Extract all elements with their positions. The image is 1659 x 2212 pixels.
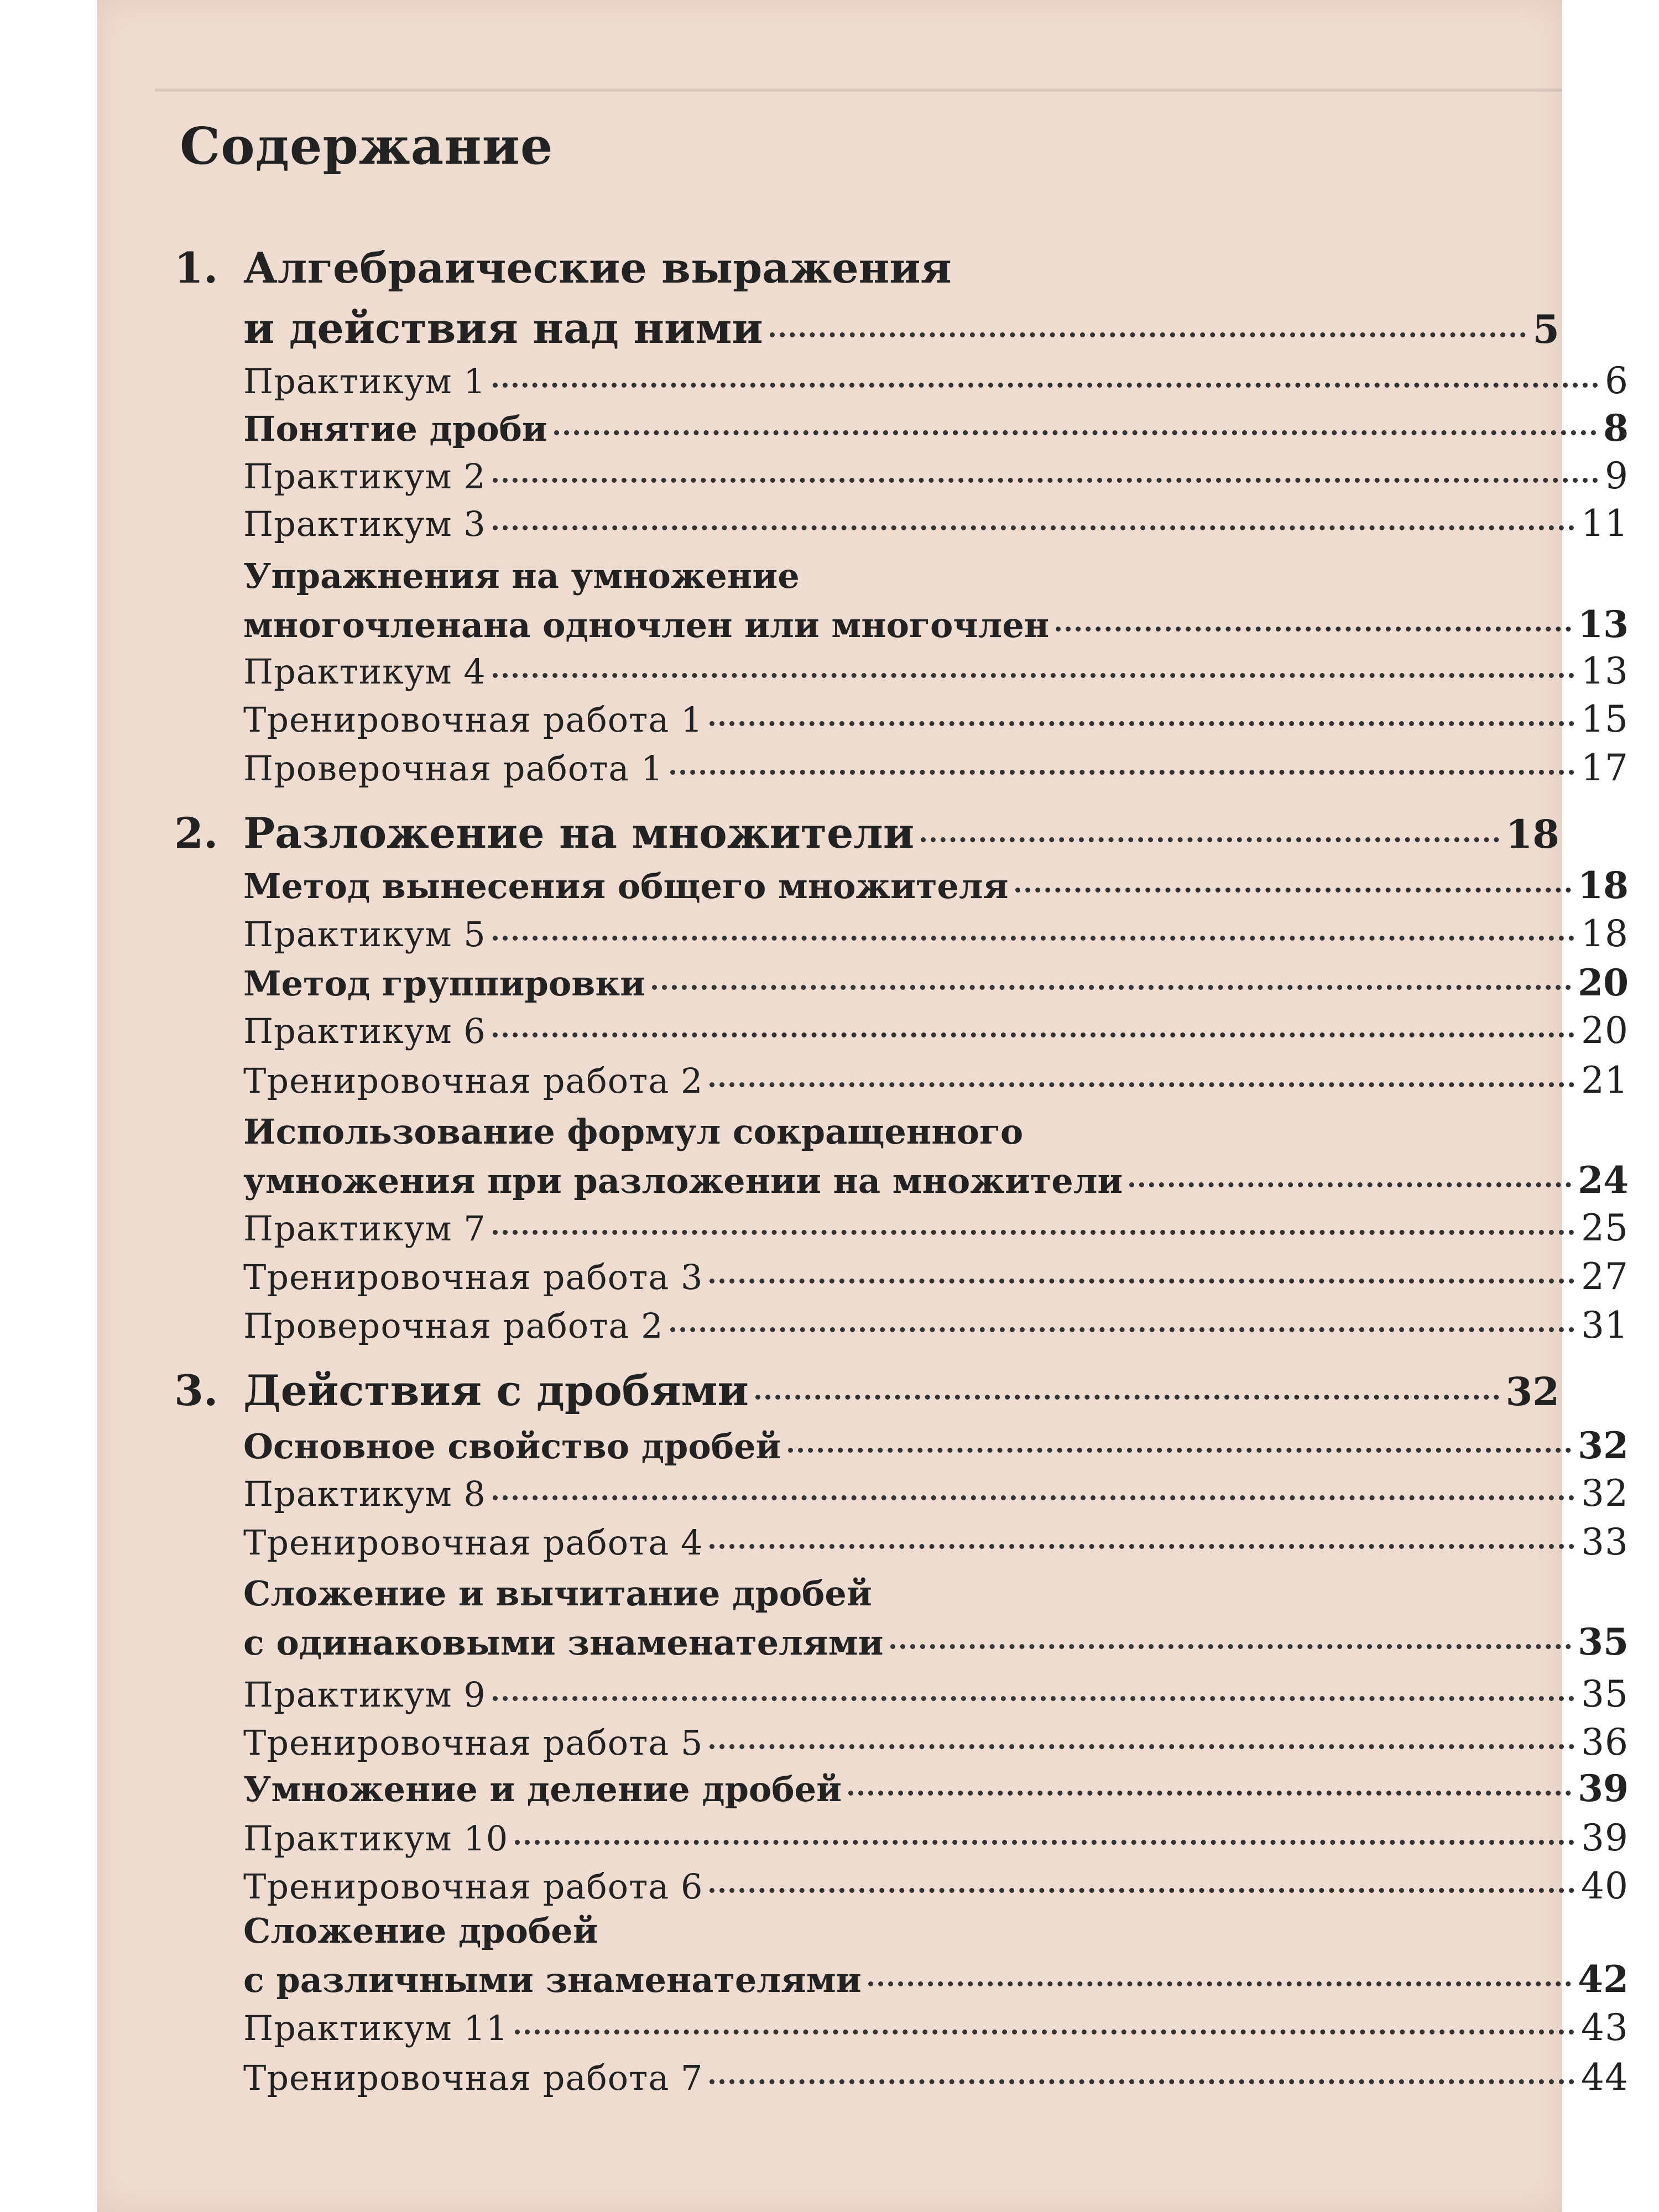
toc-entry-line — [243, 1817, 1629, 1859]
page-number: 42 — [1578, 1958, 1629, 2001]
section-title-first-line: Использование формул сокращенного — [243, 1112, 1024, 1152]
subentry-title: Практикум 10 — [243, 1818, 509, 1859]
page-number: 32 — [1581, 1472, 1629, 1515]
toc-entry-line — [243, 1255, 1629, 1298]
toc-section[interactable] — [174, 1767, 1629, 1810]
dot-leader — [788, 1448, 1572, 1453]
toc-entry-line — [243, 864, 1629, 907]
dot-leader — [770, 332, 1526, 337]
page-number: 20 — [1581, 1009, 1629, 1052]
subentry-title: Практикум 7 — [243, 1208, 486, 1249]
dot-leader — [554, 430, 1597, 435]
toc-entry-line — [243, 1673, 1629, 1715]
subentry-title: Практикум 9 — [243, 1674, 486, 1715]
toc-subentry[interactable] — [174, 1059, 1629, 1102]
section-title: Метод вынесения общего множителя — [243, 866, 1009, 906]
dot-leader — [1056, 627, 1571, 632]
dot-leader — [670, 770, 1574, 775]
toc-section[interactable] — [174, 961, 1629, 1004]
toc-subentry[interactable] — [174, 359, 1629, 402]
page-number: 18 — [1581, 912, 1629, 955]
toc-entry-line — [243, 1721, 1629, 1764]
toc-subentry[interactable] — [174, 502, 1629, 545]
subentry-title: Тренировочная работа 1 — [243, 700, 703, 740]
toc-subentry[interactable] — [174, 455, 1629, 497]
subentry-title: Практикум 5 — [243, 914, 486, 954]
toc-section[interactable] — [174, 1424, 1629, 1467]
page-number: 39 — [1578, 1767, 1629, 1810]
subentry-title: Практикум 8 — [243, 1474, 486, 1514]
page-number: 35 — [1581, 1673, 1629, 1715]
page-number: 40 — [1581, 1865, 1629, 1907]
section-title: Метод группировки — [243, 963, 646, 1004]
chapter-title: Разложение на множители — [243, 808, 915, 858]
subentry-title: Проверочная работа 2 — [243, 1306, 664, 1346]
page-number: 24 — [1578, 1159, 1629, 1202]
section-title: Понятие дроби — [243, 409, 547, 449]
dot-leader — [868, 1981, 1571, 1986]
section-title-continued: многочленана одночлен или многочлен — [243, 605, 1050, 645]
chapter-title: Алгебраические выражения — [243, 243, 952, 293]
subentry-title: Тренировочная работа 5 — [243, 1723, 703, 1763]
dot-leader — [652, 985, 1571, 990]
toc-subentry[interactable] — [174, 1255, 1629, 1298]
section-title-first-line: Упражнения на умножение — [243, 556, 800, 596]
toc-subentry[interactable] — [174, 1721, 1629, 1764]
subentry-title: Тренировочная работа 3 — [243, 1257, 703, 1297]
toc-section[interactable] — [174, 864, 1629, 907]
toc-entry-line — [243, 1958, 1629, 2001]
page-number: 18 — [1505, 811, 1559, 857]
toc-chapter[interactable] — [174, 1366, 1559, 1415]
toc-chapter[interactable] — [174, 243, 1559, 353]
toc-subentry[interactable] — [174, 1207, 1629, 1249]
dot-leader — [709, 1082, 1574, 1087]
toc-entry-line — [243, 1009, 1629, 1052]
toc-subentry[interactable] — [174, 1304, 1629, 1347]
page-number: 11 — [1581, 502, 1629, 545]
page-title: Содержание — [180, 116, 554, 176]
table-of-contents — [174, 0, 1629, 2212]
page-number: 36 — [1581, 1721, 1629, 1764]
dot-leader — [1129, 1182, 1571, 1187]
toc-entry-line — [243, 1865, 1629, 1907]
toc-entry-line — [243, 1767, 1629, 1810]
toc-entry-line — [243, 359, 1629, 402]
page-number: 25 — [1581, 1207, 1629, 1249]
chapter-heading — [174, 1366, 749, 1415]
chapter-title-continued: и действия над ними — [243, 304, 763, 353]
chapter-heading — [174, 808, 914, 858]
subentry-title: Тренировочная работа 7 — [243, 2058, 703, 2098]
page-number: 15 — [1581, 698, 1629, 740]
chapter-number: 1. — [174, 243, 218, 293]
toc-entry-line — [243, 747, 1629, 789]
subentry-title: Практикум 4 — [243, 651, 486, 692]
section-title-first-line: Сложение и вычитание дробей — [243, 1573, 872, 1614]
toc-entry-line — [243, 2006, 1629, 2049]
dot-leader — [493, 673, 1574, 678]
toc-subentry[interactable] — [174, 1521, 1629, 1563]
subentry-title: Практикум 6 — [243, 1011, 486, 1051]
toc-subentry[interactable] — [174, 747, 1629, 789]
subentry-title: Практикум 2 — [243, 456, 486, 497]
dot-leader — [493, 1230, 1574, 1235]
section-title-continued: с различными знаменателями — [243, 1960, 862, 2000]
toc-entry-line — [243, 1424, 1629, 1467]
toc-entry-line — [243, 1207, 1629, 1249]
page-number: 21 — [1581, 1059, 1629, 1102]
subentry-title: Проверочная работа 1 — [243, 748, 664, 789]
page-number: 35 — [1578, 1620, 1629, 1663]
subentry-title: Практикум 3 — [243, 504, 486, 544]
page-scan — [97, 0, 1629, 2212]
toc-entry-line — [243, 1059, 1629, 1102]
page-number: 32 — [1578, 1424, 1629, 1467]
toc-chapter[interactable] — [174, 808, 1559, 858]
subentry-title: Тренировочная работа 6 — [243, 1866, 703, 1907]
page-number: 18 — [1578, 864, 1629, 907]
toc-entry-line — [243, 2056, 1629, 2099]
dot-leader — [709, 721, 1574, 726]
page-number: 9 — [1605, 455, 1629, 497]
subentry-title: Тренировочная работа 4 — [243, 1522, 703, 1563]
chapter-number: 2. — [174, 808, 218, 858]
dot-leader — [755, 1395, 1499, 1400]
dot-leader — [1015, 888, 1572, 893]
toc-subentry[interactable] — [174, 650, 1629, 692]
chapter-number: 3. — [174, 1366, 218, 1415]
toc-entry-line — [174, 808, 1559, 858]
toc-entry-line — [243, 502, 1629, 545]
dot-leader — [709, 1544, 1574, 1549]
page-number: 33 — [1581, 1521, 1629, 1563]
toc-subentry[interactable] — [174, 698, 1629, 740]
toc-entry-line — [174, 304, 1559, 353]
dot-leader — [493, 936, 1574, 941]
toc-section[interactable] — [174, 1112, 1629, 1202]
toc-entry-line — [243, 1472, 1629, 1515]
toc-entry-line — [174, 1366, 1559, 1415]
toc-subentry[interactable] — [174, 2056, 1629, 2099]
dot-leader — [848, 1791, 1571, 1796]
toc-entry-line — [243, 603, 1629, 646]
dot-leader — [709, 1744, 1574, 1749]
toc-subentry[interactable] — [174, 1865, 1629, 1907]
subentry-title: Тренировочная работа 2 — [243, 1061, 703, 1101]
page-number: 13 — [1578, 603, 1629, 646]
dot-leader — [493, 383, 1598, 388]
dot-leader — [515, 2030, 1574, 2034]
toc-subentry[interactable] — [174, 2006, 1629, 2049]
toc-entry-line — [243, 650, 1629, 692]
page-number: 13 — [1581, 650, 1629, 692]
page-number: 17 — [1581, 747, 1629, 789]
toc-subentry[interactable] — [174, 1472, 1629, 1515]
toc-subentry[interactable] — [174, 912, 1629, 955]
page-number: 31 — [1581, 1304, 1629, 1347]
toc-subentry[interactable] — [174, 1673, 1629, 1715]
page-number: 27 — [1581, 1255, 1629, 1298]
dot-leader — [921, 837, 1499, 842]
page-number: 8 — [1603, 406, 1629, 450]
section-title-continued: умножения при разложении на множители — [243, 1161, 1123, 1201]
dot-leader — [493, 525, 1574, 530]
toc-entry-line — [243, 1521, 1629, 1563]
toc-entry-line — [243, 1620, 1629, 1663]
toc-entry-line — [243, 406, 1629, 450]
page-number: 44 — [1581, 2056, 1629, 2099]
dot-leader — [709, 2079, 1574, 2084]
dot-leader — [709, 1888, 1574, 1893]
dot-leader — [890, 1644, 1572, 1649]
dot-leader — [493, 1495, 1574, 1500]
toc-entry-line — [243, 698, 1629, 740]
toc-entry-line — [243, 912, 1629, 955]
section-title: Умножение и деление дробей — [243, 1769, 842, 1809]
dot-leader — [709, 1279, 1574, 1284]
toc-section[interactable] — [174, 1573, 1629, 1663]
chapter-title-first-line — [174, 243, 1559, 293]
page-number: 43 — [1581, 2006, 1629, 2049]
toc-section[interactable] — [174, 1911, 1629, 2001]
page-number: 32 — [1505, 1369, 1559, 1415]
toc-section[interactable] — [174, 406, 1629, 450]
toc-subentry[interactable] — [174, 1009, 1629, 1052]
toc-entry-line — [243, 1304, 1629, 1347]
page-number: 20 — [1578, 961, 1629, 1004]
page-number: 39 — [1581, 1817, 1629, 1859]
section-title: Основное свойство дробей — [243, 1426, 781, 1467]
dot-leader — [493, 1032, 1574, 1037]
toc-entry-line — [243, 455, 1629, 497]
subentry-title: Практикум 1 — [243, 361, 486, 401]
dot-leader — [670, 1327, 1574, 1332]
chapter-title: Действия с дробями — [243, 1366, 749, 1415]
page-number: 5 — [1532, 306, 1559, 352]
section-title-continued: с одинаковыми знаменателями — [243, 1623, 884, 1663]
section-title-first-line: Сложение дробей — [243, 1911, 598, 1951]
dot-leader — [493, 478, 1598, 483]
dot-leader — [515, 1840, 1574, 1845]
toc-entry-line — [243, 961, 1629, 1004]
toc-section[interactable] — [174, 556, 1629, 646]
dot-leader — [493, 1696, 1574, 1701]
page-number: 6 — [1605, 359, 1629, 402]
subentry-title: Практикум 11 — [243, 2008, 509, 2048]
toc-subentry[interactable] — [174, 1817, 1629, 1859]
toc-entry-line — [243, 1159, 1629, 1202]
